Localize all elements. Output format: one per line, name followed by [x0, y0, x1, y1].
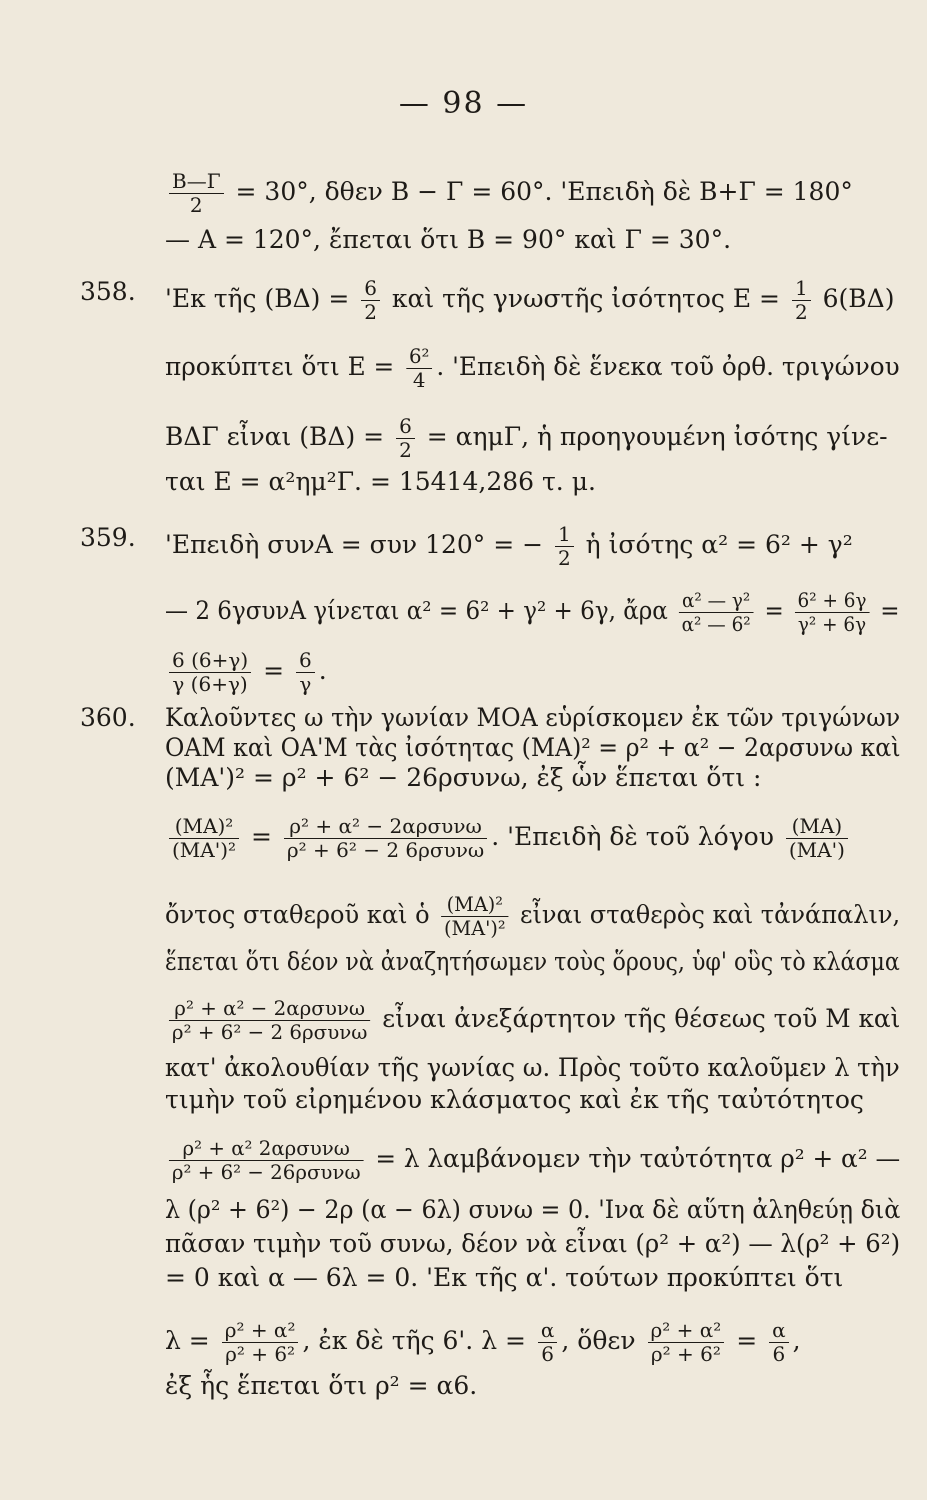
text-run: = λ λαμβάνομεν τὴν ταὐτότητα ρ² + α² — — [367, 1144, 901, 1173]
fraction — [284, 815, 487, 862]
fraction — [169, 1137, 364, 1184]
line-content — [165, 277, 894, 324]
numerator: 6 — [396, 415, 415, 439]
numerator: ρ² + α² − 2αρσυνω — [284, 815, 487, 839]
denominator: 4 — [412, 368, 426, 392]
text-run: ἡ ἰσότης α² = 6² + γ² — [577, 530, 853, 559]
text-run: Καλοῦντες ω τὴν γωνίαν ΜΟΑ εὑρίσκομεν ἐκ τῶν τριγώνων — [165, 703, 901, 732]
fraction — [406, 345, 432, 392]
text-run: προκύπτει ὅτι Ε = — [165, 352, 403, 381]
fraction — [296, 649, 315, 696]
line-content — [165, 467, 596, 497]
numerator: (ΜΑ)² — [169, 815, 239, 839]
denominator: α² — 6² — [681, 612, 751, 636]
denominator: ρ² + 6² − 26ρσυνω — [171, 1160, 361, 1184]
denominator: (ΜΑ') — [788, 838, 845, 862]
numerator: 6² — [406, 345, 432, 369]
fraction — [396, 415, 415, 462]
text-run: λ (ρ² + 6²) − 2ρ (α − 6λ) συνω = 0. 'Ινα δὲ αὕτη ἀληθεύῃ διὰ — [165, 1195, 901, 1224]
line-content — [165, 170, 853, 217]
fraction — [538, 1319, 558, 1366]
text-run: , ὅθεν — [561, 1326, 644, 1355]
text-run: πᾶσαν τιμὴν τοῦ συνω, δέον νὰ εἶναι (ρ² + α²) — λ(ρ² + 6²) — [165, 1229, 901, 1258]
text-run: ται Ε = α²ημ²Γ. = 15414,286 τ. μ. — [165, 467, 596, 496]
line-content — [165, 703, 900, 733]
text-run: = — [243, 822, 280, 851]
numerator: 6 — [296, 649, 315, 673]
line-content — [165, 947, 900, 977]
text-run: = αημΓ, ἡ προηγουμένη ἰσότης γίνε- — [418, 422, 888, 451]
denominator: ρ² + 6² − 2 6ρσυνω — [171, 1020, 368, 1044]
line-content — [165, 1085, 864, 1115]
fraction — [361, 277, 380, 324]
denominator: 2 — [189, 193, 203, 217]
fraction — [222, 1319, 299, 1366]
text-run: κατ' ἀκολουθίαν τῆς γωνίας ω. Πρὸς τοῦτο καλοῦμεν λ τὴν — [165, 1053, 900, 1082]
text-run: ΒΔΓ εἶναι (ΒΔ) = — [165, 422, 393, 451]
text-run: . 'Επειδὴ δὲ τοῦ λόγου — [491, 822, 782, 851]
text-run: = 0 καὶ α — 6λ = 0. 'Εκ τῆς α'. τούτων προκύπτει ὅτι — [165, 1263, 844, 1292]
fraction — [792, 277, 811, 324]
fraction — [648, 1319, 725, 1366]
text-run: ἕπεται ὅτι δέον νὰ ἀναζητήσωμεν τοὺς ὅρους, ὑφ' οὓς τὸ κλάσμα — [165, 947, 900, 976]
line-content — [165, 815, 852, 862]
fraction — [169, 997, 370, 1044]
text-run: 'Εκ τῆς (ΒΔ) = — [165, 284, 358, 313]
denominator: (ΜΑ')² — [443, 916, 506, 940]
numerator: 6 (6+γ) — [169, 649, 251, 673]
numerator: (ΜΑ) — [786, 815, 848, 839]
section-number: 360. — [80, 703, 136, 732]
denominator: 2 — [794, 300, 808, 324]
line-content — [165, 997, 900, 1044]
numerator: 6 — [361, 277, 380, 301]
text-run: τιμὴν τοῦ εἰρημένου κλάσματος καὶ ἐκ τῆς ταὐτότητος — [165, 1085, 864, 1114]
line-content — [165, 1053, 900, 1083]
line-content — [165, 1319, 801, 1366]
numerator: 1 — [792, 277, 811, 301]
line-content — [165, 1371, 477, 1401]
denominator: γ (6+γ) — [172, 672, 248, 696]
text-run: . — [318, 656, 327, 685]
fraction — [679, 589, 754, 636]
denominator: 6 — [772, 1342, 786, 1366]
page-number: — 98 — — [398, 86, 529, 121]
denominator: (ΜΑ')² — [172, 838, 237, 862]
fraction — [441, 893, 508, 940]
line-content — [165, 1229, 900, 1259]
fraction — [786, 815, 848, 862]
text-run: ἐξ ἧς ἕπεται ὅτι ρ² = α6. — [165, 1371, 478, 1400]
text-run: = — [872, 596, 900, 625]
numerator: ρ² + α² — [222, 1319, 299, 1343]
denominator: ρ² + 6² — [650, 1342, 721, 1366]
numerator: ρ² + α² — [648, 1319, 725, 1343]
text-run: 'Επειδὴ συνΑ = συν 120° = − — [165, 530, 551, 559]
fraction — [169, 815, 239, 862]
text-run: = — [255, 656, 292, 685]
line-content — [165, 893, 900, 940]
numerator: α — [538, 1319, 558, 1343]
line-content — [165, 649, 327, 696]
line-content — [165, 1263, 843, 1293]
section-number: 359. — [80, 523, 136, 552]
text-run: (ΜΑ')² = ρ² + 6² − 26ρσυνω, ἐξ ὧν ἕπεται ὅτι : — [165, 763, 762, 792]
numerator: α² — γ² — [679, 589, 754, 613]
text-run: — Α = 120°, ἔπεται ὅτι Β = 90° καὶ Γ = 30°. — [165, 225, 732, 254]
denominator: ρ² + 6² − 2 6ρσυνω — [286, 838, 485, 862]
fraction — [769, 1319, 789, 1366]
text-run: , ἐκ δὲ τῆς 6'. λ = — [302, 1326, 534, 1355]
denominator: 2 — [399, 438, 412, 462]
denominator: 6 — [541, 1342, 555, 1366]
line-content — [165, 523, 853, 570]
denominator: 2 — [364, 300, 377, 324]
numerator: ρ² + α² 2αρσυνω — [169, 1137, 364, 1161]
numerator: 6² + 6γ — [795, 589, 870, 613]
denominator: γ² + 6γ — [797, 612, 867, 636]
text-run: λ = — [165, 1326, 218, 1355]
fraction — [169, 170, 224, 217]
numerator: 1 — [555, 523, 574, 547]
text-run: , — [792, 1326, 801, 1355]
text-run: ὄντος σταθεροῦ καὶ ὁ — [165, 900, 438, 929]
denominator: 2 — [558, 546, 571, 570]
text-run: εἶναι ἀνεξάρτητον τῆς θέσεως τοῦ Μ καὶ — [374, 1004, 901, 1033]
text-run: = — [728, 1326, 766, 1355]
text-run: καὶ τῆς γνωστῆς ἰσότητος Ε = — [383, 284, 788, 313]
text-run: — 2 6γσυνΑ γίνεται α² = 6² + γ² + 6γ, ἄρα — [165, 596, 676, 625]
numerator: (ΜΑ)² — [441, 893, 508, 917]
fraction — [555, 523, 574, 570]
line-content — [165, 1195, 900, 1225]
line-content — [165, 415, 888, 462]
line-content — [165, 589, 900, 636]
line-content — [165, 225, 731, 255]
denominator: ρ² + 6² — [225, 1342, 296, 1366]
numerator: α — [769, 1319, 789, 1343]
numerator: ρ² + α² − 2αρσυνω — [169, 997, 370, 1021]
text-run: ΟΑΜ καὶ ΟΑ'Μ τὰς ἰσότητας (ΜΑ)² = ρ² + α² − 2αρσυνω καὶ — [165, 733, 901, 762]
numerator: B—Γ — [169, 170, 224, 194]
fraction — [169, 649, 251, 696]
denominator: γ — [299, 672, 312, 696]
fraction — [795, 589, 870, 636]
section-number: 358. — [80, 277, 136, 306]
text-run: = 30°, δθεν Β − Γ = 60°. 'Επειδὴ δὲ Β+Γ = 180° — [227, 177, 853, 206]
line-content — [165, 733, 900, 763]
line-content — [165, 1137, 900, 1184]
text-run: = — [757, 596, 792, 625]
text-run: . 'Επειδὴ δὲ ἕνεκα τοῦ ὀρθ. τριγώνου — [436, 352, 900, 381]
line-content — [165, 345, 900, 392]
line-content — [165, 763, 761, 793]
text-run: εἶναι σταθερὸς καὶ τἀνάπαλιν, — [512, 900, 901, 929]
text-run: 6(ΒΔ) — [814, 284, 895, 313]
